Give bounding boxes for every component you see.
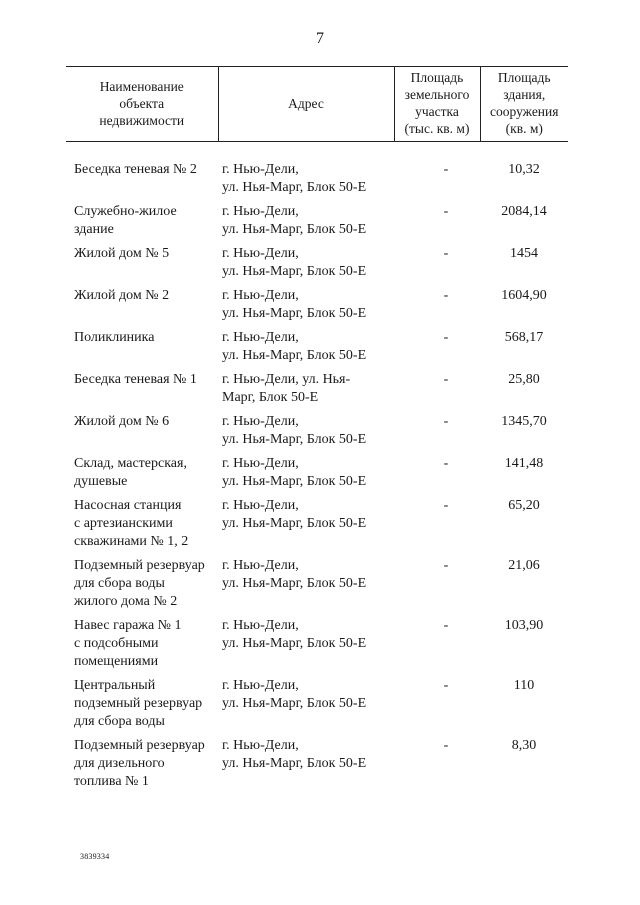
address-line: ул. Нья-Марг, Блок 50-Е bbox=[222, 696, 367, 711]
address-line: г. Нью-Дели, ул. Нья- bbox=[222, 372, 351, 387]
table-header bbox=[66, 67, 568, 142]
address-line: ул. Нья-Марг, Блок 50-Е bbox=[222, 576, 367, 591]
address-line: ул. Нья-Марг, Блок 50-Е bbox=[222, 264, 367, 279]
address-line: г. Нью-Дели, bbox=[222, 618, 299, 633]
address-line: г. Нью-Дели, bbox=[222, 456, 299, 471]
object-name-line: топлива № 1 bbox=[74, 774, 149, 789]
cell-land-area: - bbox=[443, 498, 449, 513]
object-name-line: с артезианскими bbox=[74, 516, 173, 531]
cell-address bbox=[218, 329, 394, 371]
object-name-line: Жилой дом № 6 bbox=[74, 414, 170, 429]
object-name-line: скважинами № 1, 2 bbox=[74, 534, 189, 549]
address-line: г. Нью-Дели, bbox=[222, 414, 299, 429]
cell-building-area: 110 bbox=[513, 678, 535, 693]
cell-land-area: - bbox=[443, 456, 449, 471]
cell-building-area: 65,20 bbox=[508, 498, 540, 513]
cell-land-area: - bbox=[443, 288, 449, 303]
cell-land-area: - bbox=[443, 558, 449, 573]
property-table bbox=[66, 66, 568, 797]
cell-address bbox=[218, 161, 394, 203]
object-name-line: жилого дома № 2 bbox=[74, 594, 178, 609]
address-line: г. Нью-Дели, bbox=[222, 162, 299, 177]
object-name-line: Навес гаража № 1 bbox=[74, 618, 182, 633]
object-name-line: Насосная станция bbox=[74, 498, 182, 513]
cell-building-area: 1604,90 bbox=[501, 288, 547, 303]
cell-address bbox=[218, 737, 394, 797]
header-name-line: недвижимости bbox=[99, 112, 185, 128]
address-line: ул. Нья-Марг, Блок 50-Е bbox=[222, 348, 367, 363]
table-row bbox=[66, 737, 568, 797]
address-line: ул. Нья-Марг, Блок 50-Е bbox=[222, 474, 367, 489]
cell-land-area: - bbox=[443, 618, 449, 633]
header-land-area-line: Площадь bbox=[410, 70, 464, 85]
address-line: г. Нью-Дели, bbox=[222, 558, 299, 573]
address-line: ул. Нья-Марг, Блок 50-Е bbox=[222, 636, 367, 651]
header-building-area-line: сооружения bbox=[490, 104, 559, 119]
object-name-line: для дизельного bbox=[74, 756, 165, 771]
cell-address bbox=[218, 287, 394, 329]
header-land-area-line: (тыс. кв. м) bbox=[404, 121, 470, 136]
object-name-line: подземный резервуар bbox=[74, 696, 203, 711]
cell-address bbox=[218, 203, 394, 245]
object-name-line: Склад, мастерская, bbox=[74, 456, 187, 471]
header-name-line: Наименование bbox=[99, 78, 184, 94]
address-line: г. Нью-Дели, bbox=[222, 498, 299, 513]
table-row bbox=[66, 329, 568, 371]
table-row bbox=[66, 287, 568, 329]
cell-object-name bbox=[66, 287, 218, 329]
cell-address bbox=[218, 455, 394, 497]
address-line: ул. Нья-Марг, Блок 50-Е bbox=[222, 180, 367, 195]
object-name-line: для сбора воды bbox=[74, 576, 165, 591]
cell-address bbox=[218, 413, 394, 455]
cell-address bbox=[218, 677, 394, 737]
cell-object-name bbox=[66, 557, 218, 617]
cell-building-area: 568,17 bbox=[504, 330, 544, 345]
cell-land-area: - bbox=[443, 738, 449, 753]
address-line: г. Нью-Дели, bbox=[222, 738, 299, 753]
cell-land-area: - bbox=[443, 372, 449, 387]
object-name-line: помещениями bbox=[74, 654, 159, 669]
cell-address bbox=[218, 617, 394, 677]
table-row bbox=[66, 203, 568, 245]
address-line: ул. Нья-Марг, Блок 50-Е bbox=[222, 756, 367, 771]
object-name-line: Подземный резервуар bbox=[74, 738, 205, 753]
cell-land-area: - bbox=[443, 678, 449, 693]
cell-building-area: 2084,14 bbox=[501, 204, 547, 219]
table-body bbox=[66, 142, 568, 798]
cell-building-area: 21,06 bbox=[508, 558, 540, 573]
table-row bbox=[66, 677, 568, 737]
object-name-line: душевые bbox=[74, 474, 128, 489]
object-name-line: Беседка теневая № 1 bbox=[74, 372, 197, 387]
table-row bbox=[66, 455, 568, 497]
header-building-area-line: Площадь bbox=[497, 70, 551, 85]
address-line: Марг, Блок 50-Е bbox=[222, 390, 319, 405]
address-line: г. Нью-Дели, bbox=[222, 288, 299, 303]
cell-building-area: 25,80 bbox=[508, 372, 540, 387]
table-row bbox=[66, 617, 568, 677]
header-name-line: объекта bbox=[119, 95, 165, 111]
address-line: г. Нью-Дели, bbox=[222, 330, 299, 345]
cell-object-name bbox=[66, 737, 218, 797]
cell-land-area: - bbox=[443, 330, 449, 345]
address-line: г. Нью-Дели, bbox=[222, 246, 299, 261]
property-table-container bbox=[66, 66, 568, 797]
cell-building-area: 103,90 bbox=[504, 618, 544, 633]
object-name-line: с подсобными bbox=[74, 636, 159, 651]
header-land-area bbox=[394, 67, 480, 142]
table-row bbox=[66, 371, 568, 413]
cell-object-name bbox=[66, 161, 218, 203]
cell-building-area: 1454 bbox=[510, 246, 538, 261]
object-name-line: Подземный резервуар bbox=[74, 558, 205, 573]
address-line: г. Нью-Дели, bbox=[222, 678, 299, 693]
table-row bbox=[66, 161, 568, 203]
header-land-area-line: земельного bbox=[404, 87, 470, 102]
cell-object-name bbox=[66, 617, 218, 677]
object-name-line: здание bbox=[74, 222, 114, 237]
address-line: г. Нью-Дели, bbox=[222, 204, 299, 219]
object-name-line: Жилой дом № 5 bbox=[74, 246, 170, 261]
cell-address bbox=[218, 371, 394, 413]
cell-object-name bbox=[66, 413, 218, 455]
cell-land-area: - bbox=[443, 246, 449, 261]
cell-land-area: - bbox=[443, 414, 449, 429]
cell-building-area: 141,48 bbox=[504, 456, 544, 471]
table-row bbox=[66, 413, 568, 455]
document-id: 3839334 bbox=[80, 852, 110, 861]
cell-object-name bbox=[66, 329, 218, 371]
object-name-line: Поликлиника bbox=[74, 330, 155, 345]
header-building-area bbox=[480, 67, 568, 142]
header-building-area-line: (кв. м) bbox=[505, 121, 543, 136]
cell-object-name bbox=[66, 455, 218, 497]
header-name bbox=[66, 67, 218, 142]
object-name-line: Центральный bbox=[74, 678, 156, 693]
page-number: 7 bbox=[316, 30, 324, 47]
object-name-line: Служебно-жилое bbox=[74, 204, 177, 219]
cell-object-name bbox=[66, 371, 218, 413]
object-name-line: для сбора воды bbox=[74, 714, 165, 729]
header-gap bbox=[66, 142, 568, 162]
cell-building-area: 10,32 bbox=[508, 162, 540, 177]
cell-object-name bbox=[66, 245, 218, 287]
table-row bbox=[66, 557, 568, 617]
cell-land-area: - bbox=[443, 204, 449, 219]
cell-address bbox=[218, 497, 394, 557]
header-address-line: Адрес bbox=[288, 95, 324, 111]
address-line: ул. Нья-Марг, Блок 50-Е bbox=[222, 516, 367, 531]
address-line: ул. Нья-Марг, Блок 50-Е bbox=[222, 306, 367, 321]
cell-building-area: 8,30 bbox=[511, 738, 537, 753]
header-building-area-line: здания, bbox=[503, 87, 546, 102]
header-land-area-line: участка bbox=[415, 104, 459, 119]
cell-building-area: 1345,70 bbox=[501, 414, 547, 429]
address-line: ул. Нья-Марг, Блок 50-Е bbox=[222, 222, 367, 237]
cell-object-name bbox=[66, 497, 218, 557]
cell-object-name bbox=[66, 203, 218, 245]
cell-land-area: - bbox=[443, 162, 449, 177]
table-row bbox=[66, 497, 568, 557]
cell-address bbox=[218, 557, 394, 617]
cell-object-name bbox=[66, 677, 218, 737]
table-row bbox=[66, 245, 568, 287]
object-name-line: Жилой дом № 2 bbox=[74, 288, 170, 303]
object-name-line: Беседка теневая № 2 bbox=[74, 162, 197, 177]
cell-address bbox=[218, 245, 394, 287]
address-line: ул. Нья-Марг, Блок 50-Е bbox=[222, 432, 367, 447]
header-address bbox=[218, 67, 394, 142]
